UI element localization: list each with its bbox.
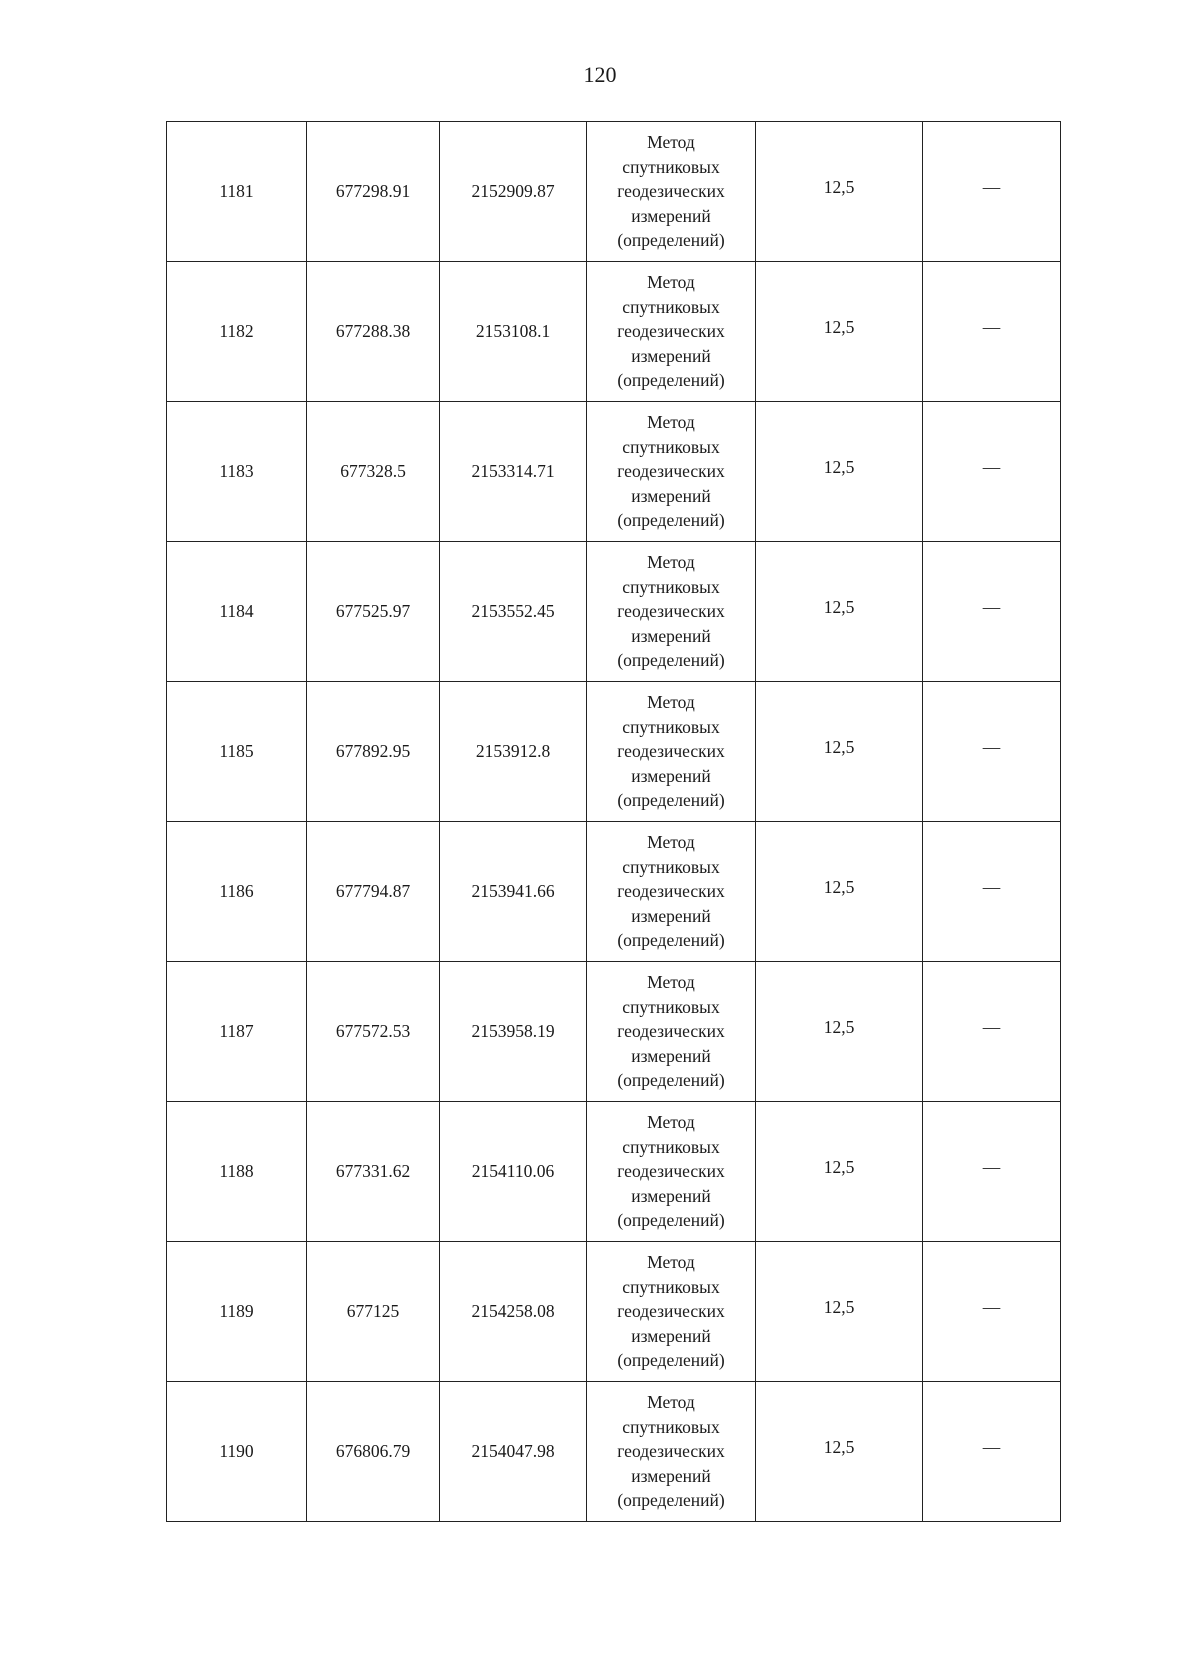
y-coordinate-cell-text: 2154047.98	[471, 1441, 555, 1461]
y-coordinate-cell-text: 2153552.45	[471, 601, 555, 621]
method-line: Метод	[647, 272, 695, 293]
method-cell	[587, 962, 756, 1102]
method-line: (определений)	[617, 230, 725, 251]
point-number-cell-text: 1189	[219, 1301, 254, 1321]
x-coordinate-cell	[307, 822, 440, 962]
point-number-cell-text: 1181	[219, 181, 254, 201]
x-coordinate-cell-text: 676806.79	[335, 1441, 411, 1461]
point-number-cell	[167, 262, 307, 402]
x-coordinate-cell	[307, 1242, 440, 1382]
method-line: Метод	[647, 1392, 695, 1413]
y-coordinate-cell	[440, 822, 587, 962]
method-line: геодезических	[617, 1021, 725, 1042]
method-cell	[587, 402, 756, 542]
x-coordinate-cell	[307, 542, 440, 682]
y-coordinate-cell-text: 2153941.66	[471, 881, 555, 901]
precision-cell-text: 12,5	[823, 1017, 855, 1037]
note-cell	[923, 682, 1061, 822]
precision-cell	[756, 1242, 923, 1382]
precision-cell	[756, 962, 923, 1102]
table-row	[167, 1242, 1061, 1382]
precision-cell-text: 12,5	[823, 877, 855, 897]
precision-cell-text: 12,5	[823, 317, 855, 337]
point-number-cell-text: 1185	[219, 741, 254, 761]
method-cell	[587, 262, 756, 402]
x-coordinate-cell	[307, 1382, 440, 1522]
method-line: спутниковых	[622, 436, 720, 457]
x-coordinate-cell-text: 677572.53	[335, 1021, 411, 1041]
method-line: измерений	[631, 1045, 711, 1066]
method-line: Метод	[647, 972, 695, 993]
method-line: Метод	[647, 412, 695, 433]
method-line: измерений	[631, 345, 711, 366]
method-line: измерений	[631, 205, 711, 226]
method-line: спутниковых	[622, 856, 720, 877]
y-coordinate-cell-text: 2152909.87	[471, 181, 555, 201]
x-coordinate-cell-text: 677794.87	[335, 881, 411, 901]
table-row	[167, 542, 1061, 682]
table-row	[167, 1382, 1061, 1522]
precision-cell-text: 12,5	[823, 1297, 855, 1317]
precision-cell	[756, 542, 923, 682]
method-line: Метод	[647, 1112, 695, 1133]
precision-cell-text: 12,5	[823, 737, 855, 757]
table-row	[167, 962, 1061, 1102]
note-cell	[923, 822, 1061, 962]
method-cell	[587, 1102, 756, 1242]
table-row	[167, 122, 1061, 262]
note-cell	[923, 1242, 1061, 1382]
y-coordinate-cell-text: 2153912.8	[475, 741, 551, 761]
point-number-cell	[167, 1382, 307, 1522]
x-coordinate-cell-text: 677328.5	[340, 461, 406, 481]
precision-cell-text: 12,5	[823, 457, 855, 477]
table-body	[167, 122, 1061, 1522]
note-cell-text: —	[982, 877, 1001, 897]
method-line: геодезических	[617, 461, 725, 482]
method-line: спутниковых	[622, 296, 720, 317]
y-coordinate-cell	[440, 542, 587, 682]
note-cell-text: —	[982, 457, 1001, 477]
method-line: (определений)	[617, 790, 725, 811]
method-line: геодезических	[617, 1441, 725, 1462]
point-number-cell	[167, 1102, 307, 1242]
precision-cell	[756, 402, 923, 542]
x-coordinate-cell	[307, 262, 440, 402]
point-number-cell	[167, 542, 307, 682]
y-coordinate-cell-text: 2154110.06	[471, 1161, 555, 1181]
method-line: (определений)	[617, 510, 725, 531]
method-line: геодезических	[617, 1161, 725, 1182]
method-line: геодезических	[617, 601, 725, 622]
method-line: измерений	[631, 765, 711, 786]
x-coordinate-cell-text: 677892.95	[335, 741, 411, 761]
table-row	[167, 262, 1061, 402]
precision-cell	[756, 262, 923, 402]
note-cell	[923, 542, 1061, 682]
point-number-cell-text: 1190	[219, 1441, 254, 1461]
method-line: измерений	[631, 485, 711, 506]
precision-cell	[756, 1102, 923, 1242]
method-cell	[587, 1242, 756, 1382]
y-coordinate-cell-text: 2154258.08	[471, 1301, 555, 1321]
note-cell-text: —	[982, 177, 1001, 197]
method-cell	[587, 542, 756, 682]
method-cell	[587, 1382, 756, 1522]
method-line: спутниковых	[622, 576, 720, 597]
method-line: спутниковых	[622, 1136, 720, 1157]
method-line: спутниковых	[622, 1276, 720, 1297]
note-cell	[923, 1382, 1061, 1522]
method-line: (определений)	[617, 1070, 725, 1091]
note-cell	[923, 962, 1061, 1102]
method-line: Метод	[647, 132, 695, 153]
method-line: (определений)	[617, 1350, 725, 1371]
y-coordinate-cell-text: 2153108.1	[475, 321, 551, 341]
x-coordinate-cell	[307, 1102, 440, 1242]
method-cell	[587, 822, 756, 962]
precision-cell-text: 12,5	[823, 1157, 855, 1177]
x-coordinate-cell-text: 677288.38	[335, 321, 411, 341]
method-line: измерений	[631, 625, 711, 646]
point-number-cell-text: 1182	[219, 321, 254, 341]
method-line: спутниковых	[622, 156, 720, 177]
method-line: измерений	[631, 1465, 711, 1486]
method-line: измерений	[631, 905, 711, 926]
method-cell	[587, 122, 756, 262]
method-line: геодезических	[617, 321, 725, 342]
method-line: измерений	[631, 1185, 711, 1206]
method-line: (определений)	[617, 650, 725, 671]
precision-cell-text: 12,5	[823, 1437, 855, 1457]
x-coordinate-cell-text: 677298.91	[335, 181, 411, 201]
method-line: геодезических	[617, 1301, 725, 1322]
method-line: спутниковых	[622, 1416, 720, 1437]
note-cell-text: —	[982, 737, 1001, 757]
note-cell-text: —	[982, 597, 1001, 617]
method-line: Метод	[647, 1252, 695, 1273]
method-line: измерений	[631, 1325, 711, 1346]
note-cell-text: —	[982, 1297, 1001, 1317]
x-coordinate-cell	[307, 962, 440, 1102]
point-number-cell-text: 1188	[219, 1161, 254, 1181]
point-number-cell-text: 1186	[219, 881, 254, 901]
y-coordinate-cell	[440, 402, 587, 542]
note-cell-text: —	[982, 1157, 1001, 1177]
page-number: 120	[583, 62, 617, 87]
y-coordinate-cell-text: 2153314.71	[471, 461, 555, 481]
precision-cell-text: 12,5	[823, 177, 855, 197]
point-number-cell	[167, 402, 307, 542]
point-number-cell	[167, 1242, 307, 1382]
y-coordinate-cell	[440, 1102, 587, 1242]
table-row	[167, 1102, 1061, 1242]
note-cell-text: —	[982, 317, 1001, 337]
method-line: Метод	[647, 692, 695, 713]
method-line: (определений)	[617, 370, 725, 391]
point-number-cell	[167, 822, 307, 962]
note-cell	[923, 122, 1061, 262]
point-number-cell-text: 1184	[219, 601, 254, 621]
y-coordinate-cell	[440, 1382, 587, 1522]
table-row	[167, 822, 1061, 962]
x-coordinate-cell	[307, 122, 440, 262]
x-coordinate-cell	[307, 402, 440, 542]
note-cell	[923, 402, 1061, 542]
note-cell-text: —	[982, 1017, 1001, 1037]
method-line: геодезических	[617, 181, 725, 202]
method-line: Метод	[647, 832, 695, 853]
note-cell-text: —	[982, 1437, 1001, 1457]
y-coordinate-cell	[440, 262, 587, 402]
table-row	[167, 402, 1061, 542]
point-number-cell	[167, 962, 307, 1102]
x-coordinate-cell-text: 677125	[346, 1301, 400, 1321]
point-number-cell	[167, 122, 307, 262]
method-line: геодезических	[617, 881, 725, 902]
note-cell	[923, 262, 1061, 402]
precision-cell-text: 12,5	[823, 597, 855, 617]
x-coordinate-cell-text: 677331.62	[335, 1161, 411, 1181]
y-coordinate-cell	[440, 682, 587, 822]
method-line: (определений)	[617, 1490, 725, 1511]
precision-cell	[756, 1382, 923, 1522]
precision-cell	[756, 122, 923, 262]
method-line: спутниковых	[622, 716, 720, 737]
method-line: (определений)	[617, 1210, 725, 1231]
y-coordinate-cell	[440, 122, 587, 262]
precision-cell	[756, 822, 923, 962]
method-cell	[587, 682, 756, 822]
table-row	[167, 682, 1061, 822]
method-line: геодезических	[617, 741, 725, 762]
point-number-cell-text: 1187	[219, 1021, 254, 1041]
note-cell	[923, 1102, 1061, 1242]
method-line: Метод	[647, 552, 695, 573]
coordinates-table	[166, 121, 1061, 1522]
y-coordinate-cell	[440, 962, 587, 1102]
x-coordinate-cell	[307, 682, 440, 822]
y-coordinate-cell	[440, 1242, 587, 1382]
point-number-cell-text: 1183	[219, 461, 254, 481]
method-line: спутниковых	[622, 996, 720, 1017]
y-coordinate-cell-text: 2153958.19	[471, 1021, 555, 1041]
precision-cell	[756, 682, 923, 822]
point-number-cell	[167, 682, 307, 822]
method-line: (определений)	[617, 930, 725, 951]
x-coordinate-cell-text: 677525.97	[335, 601, 411, 621]
